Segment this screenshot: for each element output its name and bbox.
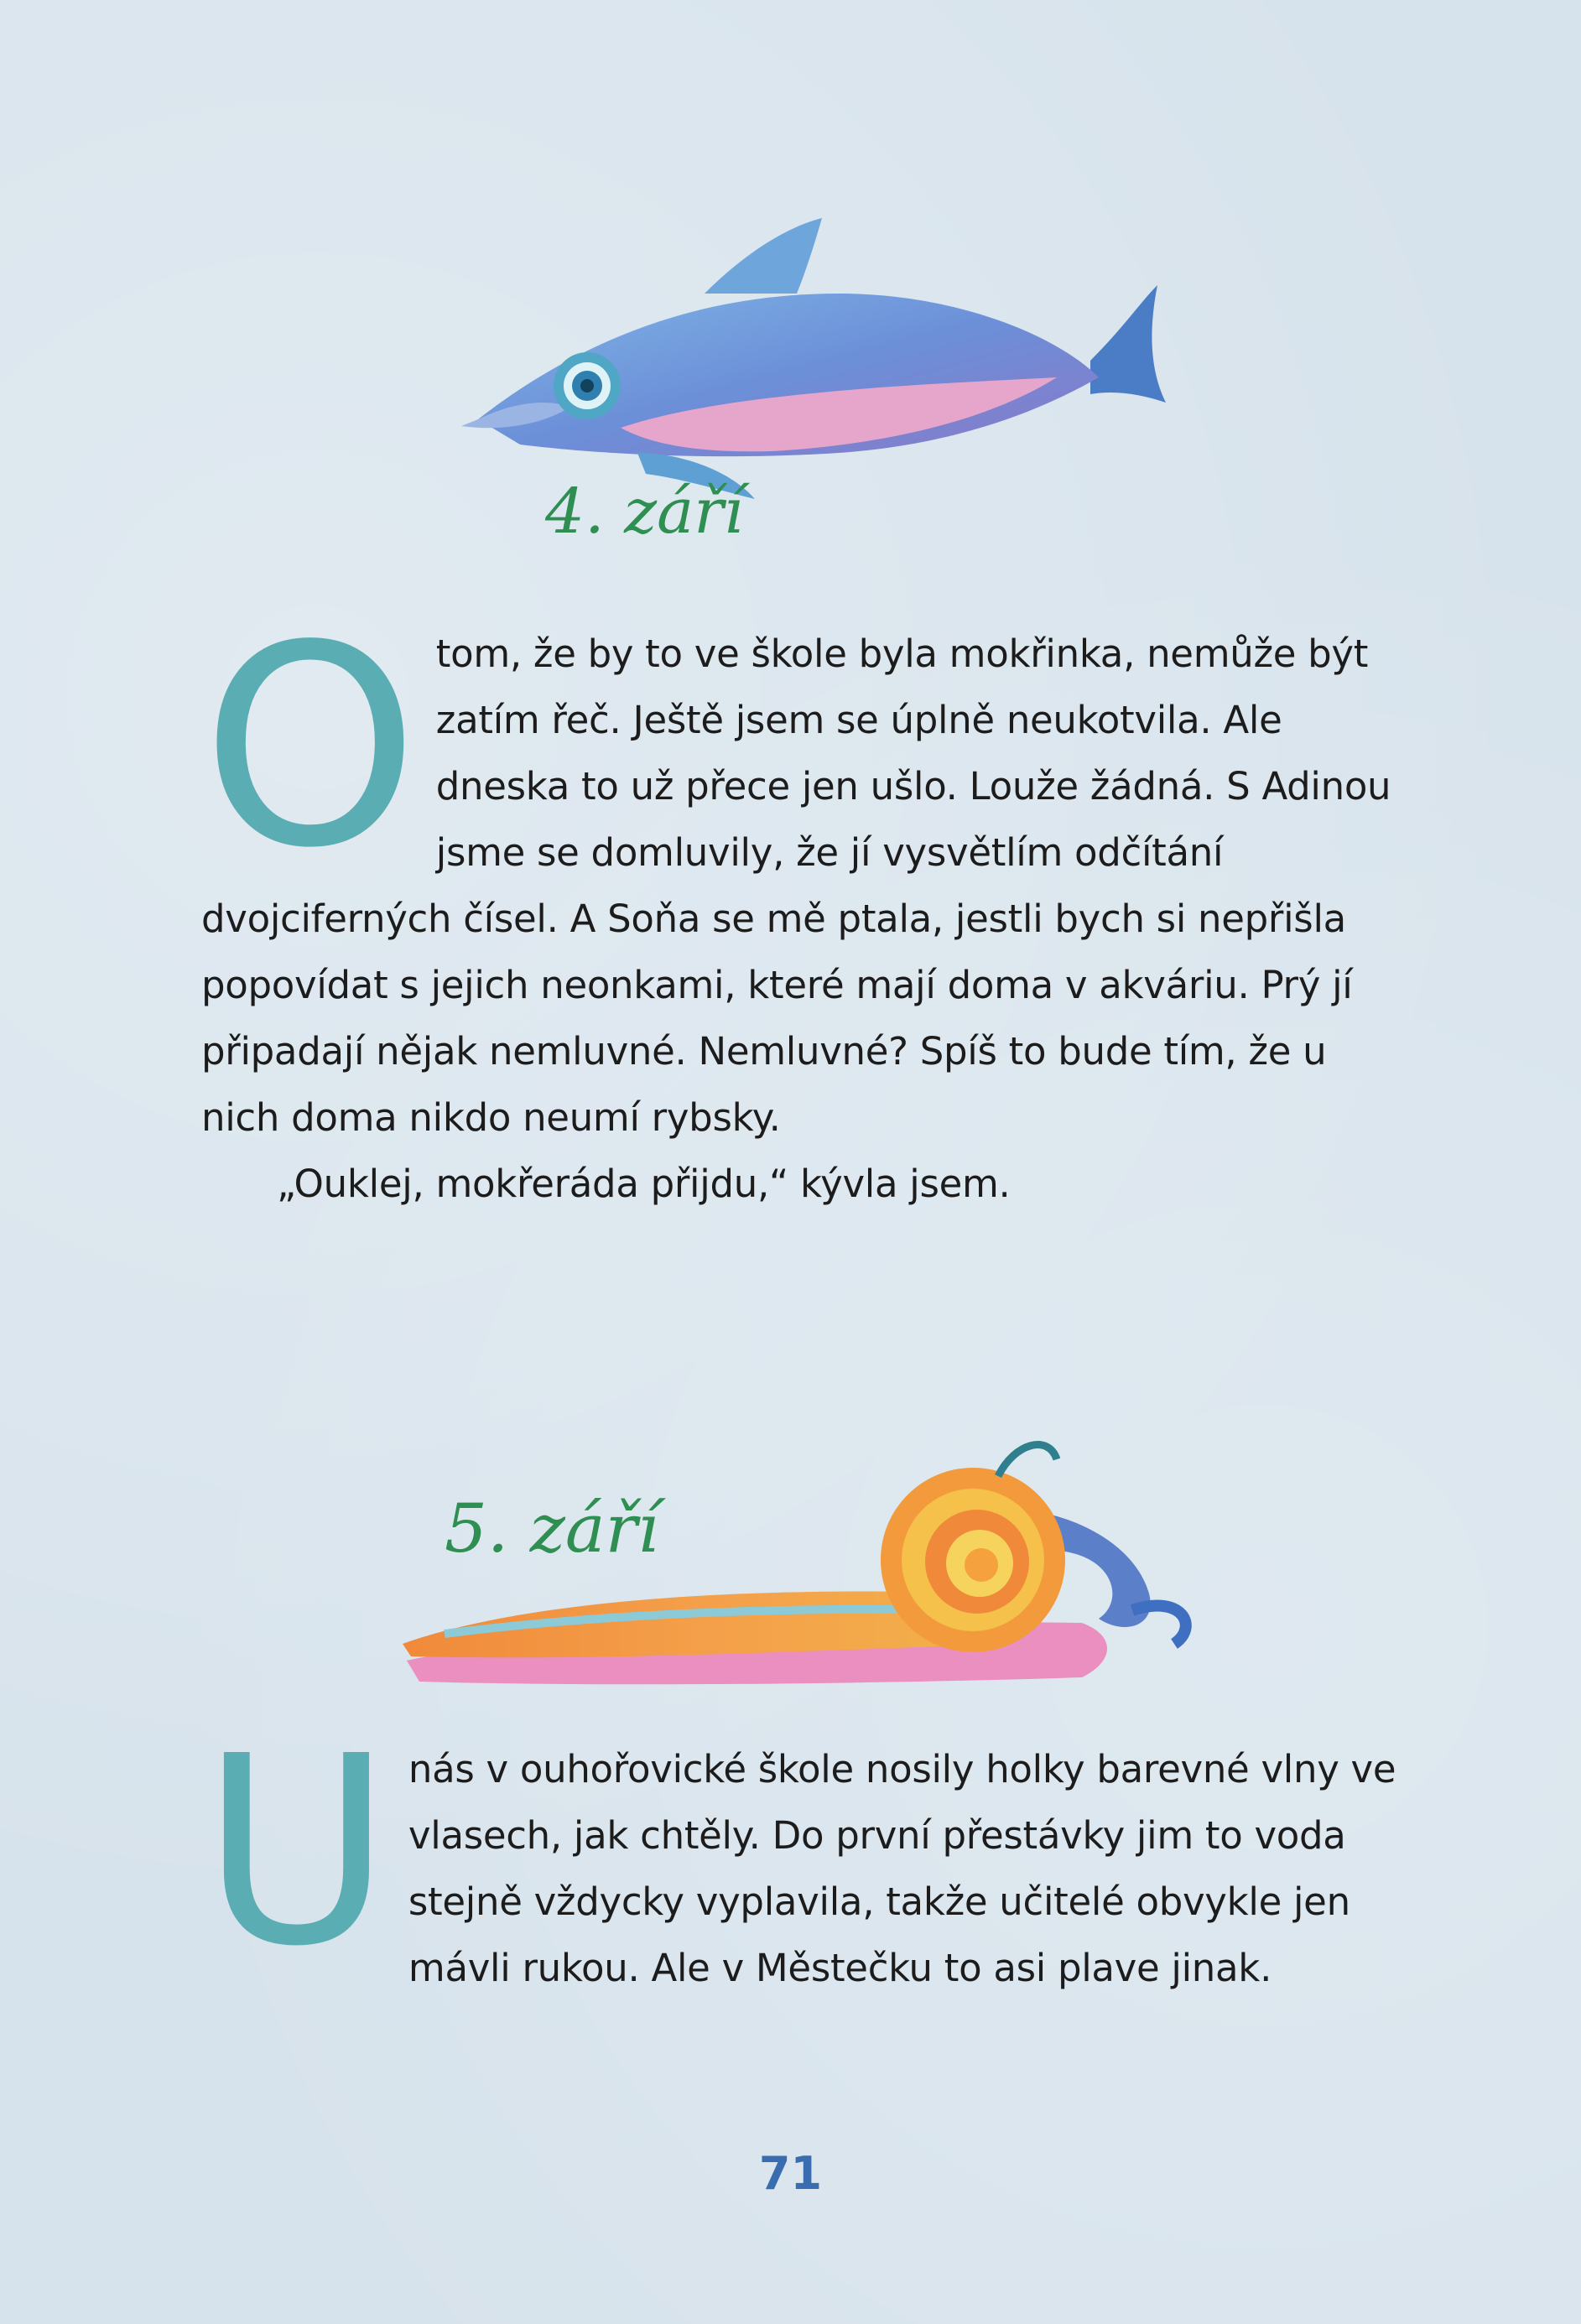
diary-entry-2 [201, 1701, 1409, 2004]
drop-cap: U [201, 1701, 392, 2004]
entry-date-handwritten: 5. září [445, 1490, 659, 1568]
drop-cap: O [201, 586, 419, 908]
diary-entry-1 [201, 586, 1409, 1217]
paragraph: tom, že by to ve škole byla mokřinka, nemůže být zatím řeč. Ještě jsem se úplně neukotvila. Ale dneska to už přece jen ušlo. Louže žádná. S Adinou jsme se domluvily, že jí vysvětlím odčítání dvojciferných čísel. A Soňa se mě ptala, jestli bych si nepřišla popovídat s jejich neonkami, které mají doma v akváriu. Prý jí připadají nějak nemluvné. Nemluvné? Spíš to bude tím, že u nich doma nikdo neumí rybsky. [201, 632, 1391, 1140]
page-number: 71 [758, 2147, 823, 2200]
paragraph: „Ouklej, mokřeráda přijdu,“ kývla jsem. [277, 1162, 1011, 1206]
fish-illustration [453, 201, 1191, 587]
entry-date-handwritten: 4. září [545, 476, 744, 548]
snail-illustration [394, 1409, 1233, 1711]
paragraph: nás v ouhořovické škole nosily holky barevné vlny ve vlasech, jak chtěly. Do první přestávky jim to voda stejně vždycky vyplavila, takže učitelé obvykle jen mávli rukou. Ale v Městečku to asi plave jinak. [408, 1747, 1396, 1990]
